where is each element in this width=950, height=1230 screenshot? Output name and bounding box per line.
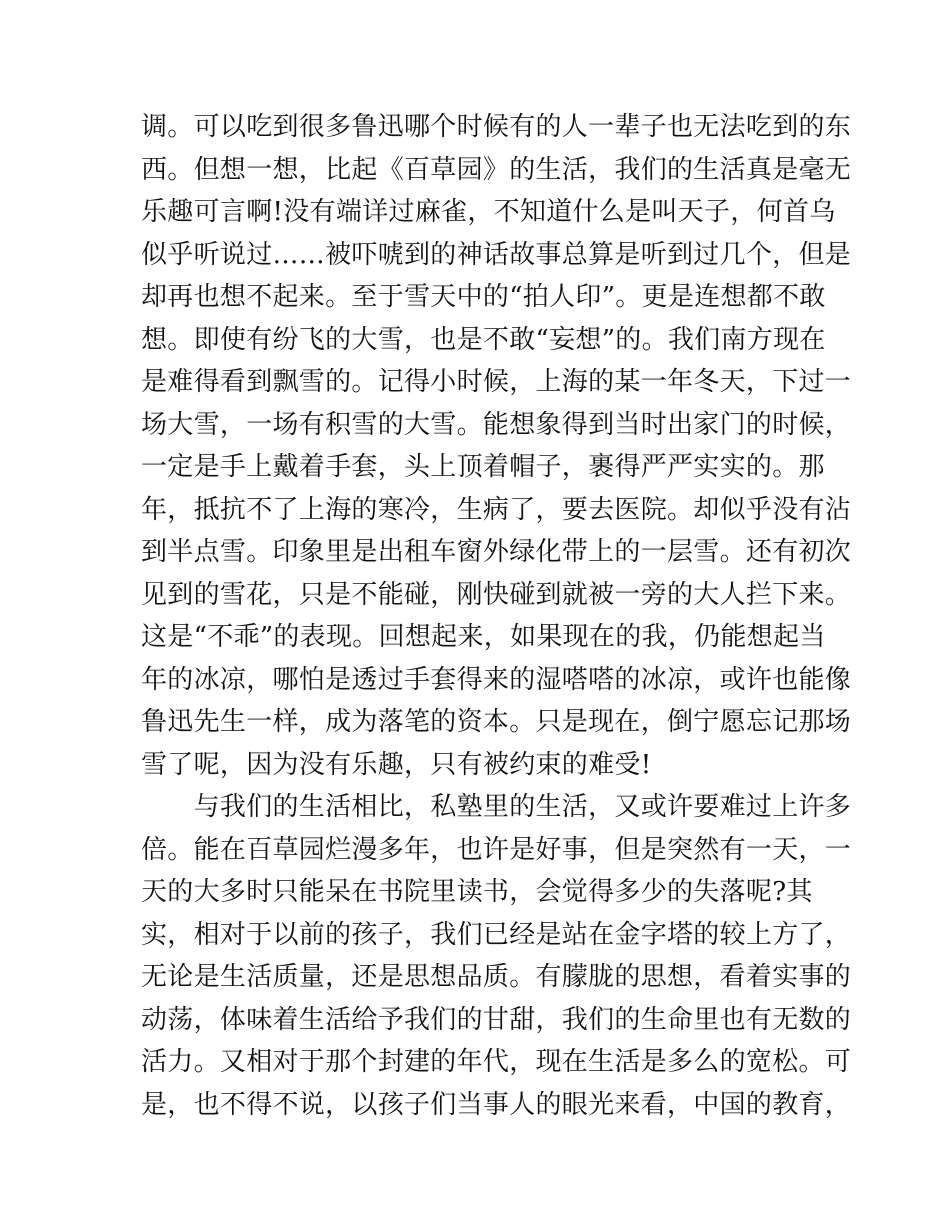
text-line: 雪了呢，因为没有乐趣，只有被约束的难受! xyxy=(141,749,652,780)
text-line: 倍。能在百草园烂漫多年，也许是好事，但是突然有一天，一 xyxy=(141,834,852,865)
text-line: 调。可以吃到很多鲁迅哪个时候有的人一辈子也无法吃到的东 xyxy=(141,112,852,142)
text-line: 动荡，体味着生活给予我们的甘甜，我们的生命里也有无数的 xyxy=(141,1004,852,1035)
text-line: 一定是手上戴着手套，头上顶着帽子，裹得严严实实的。那 xyxy=(141,452,825,482)
text-line: 年，抵抗不了上海的寒冷，生病了，要去医院。却似乎没有沾 xyxy=(141,494,852,525)
text-line: 是难得看到飘雪的。记得小时候，上海的某一年冬天，下过一 xyxy=(141,367,852,397)
text-line: 见到的雪花，只是不能碰，刚快碰到就被一旁的大人拦下来。 xyxy=(141,579,852,610)
body-text xyxy=(141,106,852,1126)
text-line: 天的大多时只能呆在书院里读书，会觉得多少的失落呢?其 xyxy=(141,877,813,907)
text-line: 想。即使有纷飞的大雪，也是不敢“妄想”的。我们南方现在 xyxy=(141,324,826,355)
text-line: 场大雪，一场有积雪的大雪。能想象得到当时出家门的时候， xyxy=(141,409,852,440)
text-line: 到半点雪。印象里是出租车窗外绿化带上的一层雪。还有初次 xyxy=(141,537,852,567)
text-line: 年的冰凉，哪怕是透过手套得来的湿嗒嗒的冰凉，或许也能像 xyxy=(141,664,852,695)
text-line: 这是“不乖”的表现。回想起来，如果现在的我，仍能想起当 xyxy=(141,622,826,652)
text-line: 活力。又相对于那个封建的年代，现在生活是多么的宽松。可 xyxy=(141,1047,852,1077)
text-line: 是，也不得不说，以孩子们当事人的眼光来看，中国的教育， xyxy=(141,1089,852,1120)
text-line: 乐趣可言啊!没有端详过麻雀，不知道什么是叫天子，何首乌 xyxy=(141,197,836,227)
text-line: 西。但想一想，比起《百草园》的生活，我们的生活真是毫无 xyxy=(141,154,852,185)
text-line: 无论是生活质量，还是思想品质。有朦胧的思想，看着实事的 xyxy=(141,962,852,992)
text-line: 实，相对于以前的孩子，我们已经是站在金字塔的较上方了， xyxy=(141,919,852,950)
text-line: 鲁迅先生一样，成为落笔的资本。只是现在，倒宁愿忘记那场 xyxy=(141,707,852,737)
text-line: 却再也想不起来。至于雪天中的“拍人印”。更是连想都不敢 xyxy=(141,282,826,312)
text-line: 与我们的生活相比，私塾里的生活，又或许要难过上许多 xyxy=(141,792,852,822)
text-line: 似乎听说过……被吓唬到的神话故事总算是听到过几个，但是 xyxy=(141,239,852,270)
